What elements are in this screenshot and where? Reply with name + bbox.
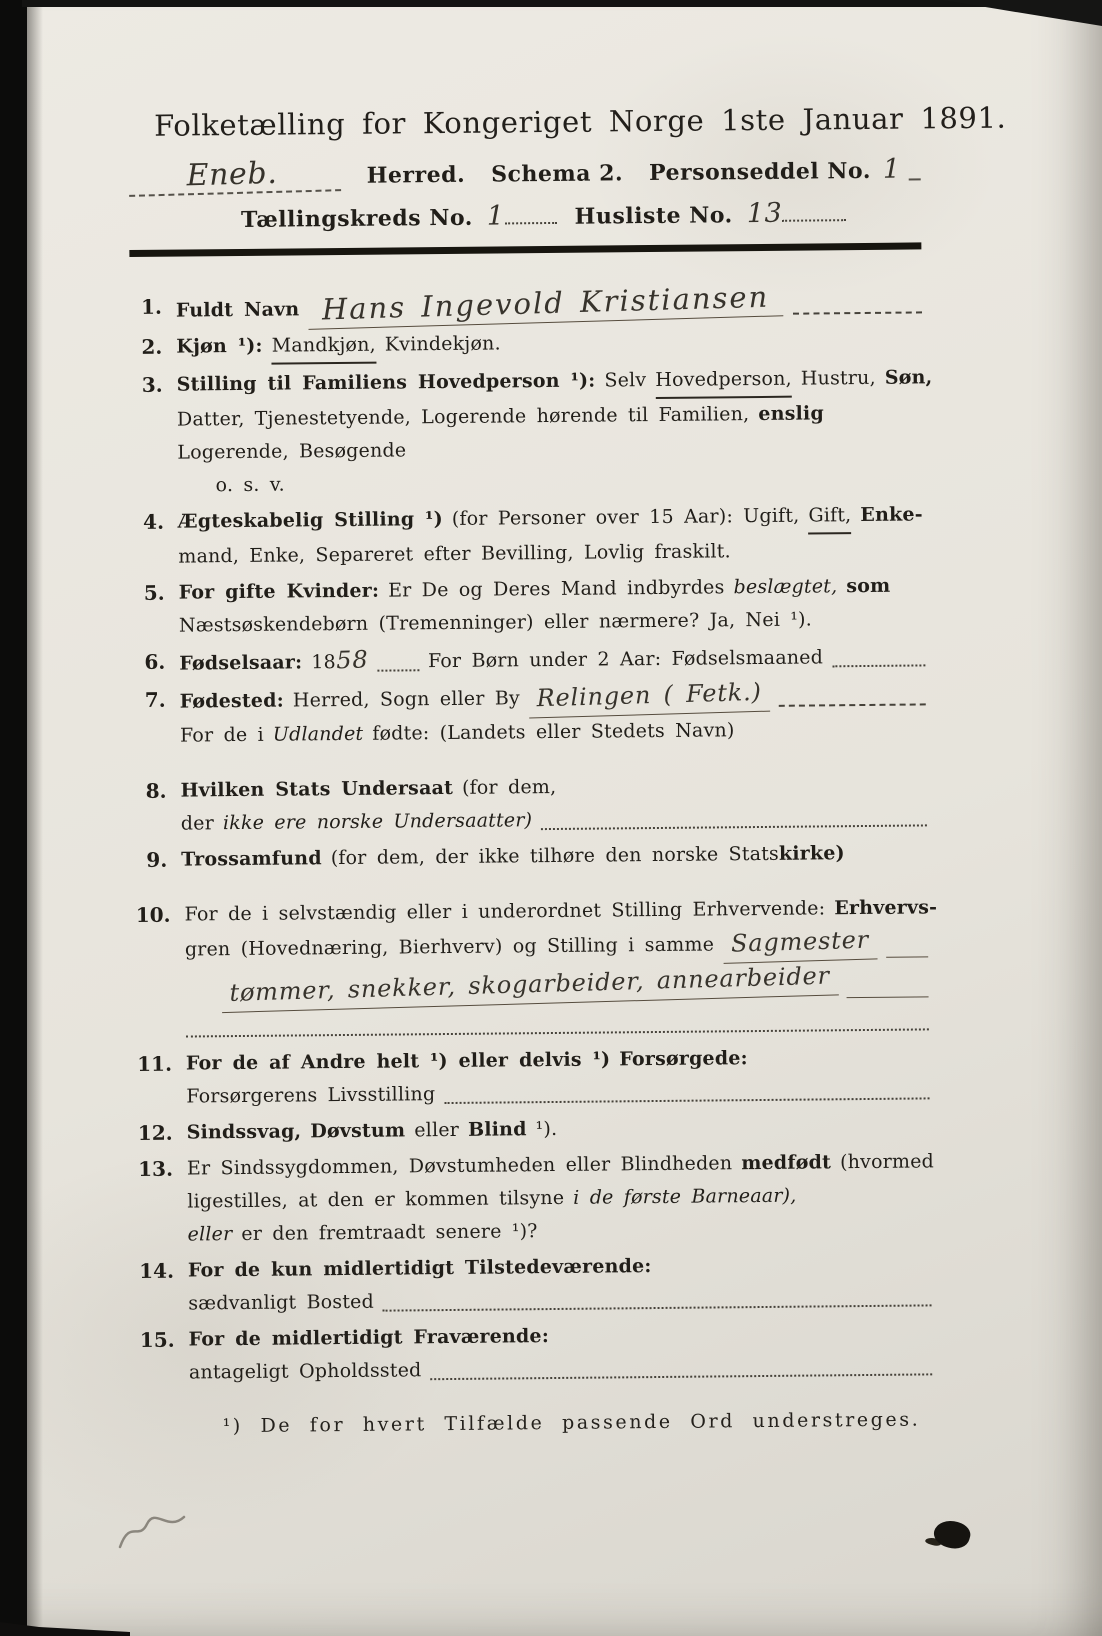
printed-text: (for dem, der ikke tilhøre den norske Stats xyxy=(330,842,780,870)
printed-text: Næstsøskendebørn (Tremenninger) eller nærmere? Ja, Nei ¹). xyxy=(178,608,813,637)
schema-label: Schema 2. xyxy=(491,160,624,188)
printed-text: mand, Enke, Separeret efter Bevilling, Lovlig fraskilt. xyxy=(178,540,731,568)
item-number: 5. xyxy=(143,580,165,605)
printed-text: (for dem, xyxy=(461,775,557,799)
printed-text: Blind xyxy=(467,1118,527,1141)
printed-text: Logerende, Besøgende xyxy=(177,439,407,464)
dotted-rule xyxy=(383,1304,932,1311)
herred-label: Herred. xyxy=(366,161,466,189)
printed-text: Er Sindssygdommen, Døvstumheden eller Blindheden xyxy=(186,1152,733,1180)
printed-text: For Børn under 2 Aar: Fødselsmaaned xyxy=(427,646,824,673)
dotted-rule xyxy=(377,669,419,671)
census-district-no-handwritten: 1 xyxy=(486,200,505,232)
printed-text: 18 xyxy=(311,651,336,674)
printed-text: Fuldt Navn xyxy=(175,298,300,322)
form-item-6 xyxy=(133,638,925,681)
item-number: 1. xyxy=(140,294,163,319)
form-line xyxy=(181,836,927,876)
printed-text: Gift, xyxy=(808,499,851,534)
ink-blot-mark xyxy=(931,1517,973,1553)
form-line xyxy=(178,533,924,573)
item-number: 15. xyxy=(139,1327,175,1352)
handwritten-entry: Relingen ( Fetk.) xyxy=(528,676,770,719)
form-title: Folketælling for Kongeriget Norge 1ste Januar 1891. xyxy=(154,100,1007,143)
printed-text: For de midlertidigt Fraværende: xyxy=(188,1325,550,1351)
printed-text: fødte: (Landets eller Stedets Navn) xyxy=(372,719,735,745)
ruled-line xyxy=(909,178,921,180)
form-line xyxy=(187,1211,930,1251)
district-name-handwritten: Eneb. xyxy=(128,154,341,197)
printed-text: beslægtet, xyxy=(733,575,838,599)
printed-text: Datter, Tjenestetyende, Logerende hørende til Familien, xyxy=(176,403,750,431)
form-line xyxy=(175,279,922,327)
printed-text: eller xyxy=(187,1223,233,1246)
form-item-10 xyxy=(135,891,938,1045)
printed-text: der xyxy=(180,812,215,835)
printed-text: For de kun midlertidigt Tilstedeværende: xyxy=(187,1255,652,1282)
form-item-2 xyxy=(130,323,922,366)
form-item-11 xyxy=(137,1040,930,1114)
scan-edge-top xyxy=(22,0,1102,7)
header-rule xyxy=(129,242,921,257)
form-line xyxy=(188,1280,931,1320)
printed-text: er den fremtraadt senere ¹)? xyxy=(241,1220,538,1246)
form-item-4 xyxy=(132,498,925,574)
form-line xyxy=(179,638,925,680)
printed-text: For de i selvstændig eller i underordnet Stilling Erhvervende: xyxy=(184,897,826,926)
handwritten-entry: Sagmester xyxy=(723,923,878,963)
printed-text: Hvilken Stats Undersaat xyxy=(180,776,454,802)
dotted-rule xyxy=(541,824,927,830)
printed-text: som xyxy=(846,574,891,598)
item-number: 7. xyxy=(144,687,166,712)
printed-text: kirke) xyxy=(778,842,845,865)
item-number: 10. xyxy=(135,902,171,928)
printed-text: ikke ere norske Undersaatter) xyxy=(222,809,533,835)
printed-text: Hustru, xyxy=(800,366,876,390)
form-numbers-row xyxy=(129,196,921,235)
printed-text: For de i xyxy=(179,723,264,747)
form-line xyxy=(185,961,929,1011)
printed-text: sædvanligt Bosted xyxy=(188,1290,375,1315)
form-item-5 xyxy=(133,569,926,643)
form-line xyxy=(186,1109,929,1149)
dotted-rule xyxy=(431,1373,933,1380)
form-item-13 xyxy=(138,1145,935,1252)
census-district-label: Tællingskreds No. xyxy=(240,204,473,233)
printed-text: Mandkjøn, xyxy=(272,329,376,365)
form-item-8 xyxy=(134,767,927,841)
form-line xyxy=(178,498,924,540)
item-number: 12. xyxy=(137,1120,173,1145)
item-number: 13. xyxy=(138,1156,174,1181)
printed-text: Kjøn ¹): xyxy=(176,334,263,358)
handwritten-entry: 58 xyxy=(335,645,369,675)
printed-text: gren (Hovednæring, Bierhverv) og Stilling i samme xyxy=(184,933,715,961)
printed-text: Forsørgerens Livsstilling xyxy=(186,1083,436,1108)
personseddel-label: Personseddel No. xyxy=(648,157,872,187)
printed-text: (hvormed xyxy=(839,1150,935,1174)
printed-text: ¹). xyxy=(535,1117,558,1141)
item-number: 9. xyxy=(146,847,168,872)
form-item-3 xyxy=(131,361,933,503)
printed-text: Søn, xyxy=(884,366,933,389)
printed-text: ligestilles, at den er kommen tilsyne xyxy=(187,1186,565,1213)
dotted-rule xyxy=(444,1097,929,1104)
item-number: 14. xyxy=(139,1258,175,1283)
printed-text: Fødested: xyxy=(179,689,284,713)
printed-text: Er De og Deres Mand indbyrdes xyxy=(388,576,725,602)
dashed-rule xyxy=(779,703,926,706)
printed-text: Forsørgede: xyxy=(619,1047,748,1071)
solid-rule xyxy=(886,924,928,957)
printed-text: Hovedperson, xyxy=(655,363,792,399)
printed-text: Kvindekjøn. xyxy=(384,332,501,356)
dashed-rule xyxy=(793,311,922,314)
form-line xyxy=(179,602,925,642)
handwritten-entry: Hans Ingevold Kristiansen xyxy=(308,280,784,330)
printed-text: eller xyxy=(414,1118,460,1142)
form-item-9 xyxy=(135,836,927,877)
dotted-rule xyxy=(782,219,846,222)
handwritten-entry: tømmer, snekker, skogarbeider, annearbeider xyxy=(221,959,838,1013)
form-line xyxy=(186,1073,929,1113)
printed-text: Sindssvag, xyxy=(186,1120,302,1144)
printed-text: For de af Andre helt ¹) eller delvis ¹) xyxy=(185,1048,611,1075)
form-line xyxy=(189,1349,932,1389)
item-number: 2. xyxy=(141,334,163,359)
item-number: 8. xyxy=(145,778,167,803)
printed-text: enslig xyxy=(758,402,824,426)
printed-text: (for Personer over 15 Aar): Ugift, xyxy=(451,504,800,530)
printed-text: Fødselsaar: xyxy=(179,651,303,675)
form-item-7 xyxy=(134,676,927,753)
form-line xyxy=(181,800,927,840)
form-items xyxy=(130,279,938,1390)
printed-text: Enke- xyxy=(860,503,923,527)
form-item-14 xyxy=(139,1247,932,1321)
form-item-15 xyxy=(140,1316,933,1390)
form-item-12 xyxy=(138,1109,930,1150)
printed-text: Ægteskabelig Stilling ¹) xyxy=(177,508,443,533)
printed-text: Stilling til Familiens Hovedperson ¹): xyxy=(176,369,596,396)
form-line xyxy=(176,323,922,365)
item-number: 4. xyxy=(142,509,165,534)
scan-corner-top-right xyxy=(942,0,1102,26)
form-item-1 xyxy=(130,279,922,328)
printed-text: antageligt Opholdssted xyxy=(188,1359,422,1384)
item-number: 3. xyxy=(141,372,163,397)
printed-text: For gifte Kvinder: xyxy=(178,579,380,604)
census-form xyxy=(128,100,1007,1438)
printed-text: Selv xyxy=(604,369,647,392)
printed-text: Døvstum xyxy=(310,1119,406,1143)
scan-edge-left-shadow xyxy=(27,0,43,1636)
item-number: 6. xyxy=(144,649,166,674)
printed-text: o. s. v. xyxy=(215,473,285,497)
personseddel-no-handwritten: 1 xyxy=(882,153,901,185)
form-subtitle-row xyxy=(128,150,920,195)
solid-rule xyxy=(847,964,929,998)
printed-text: medfødt xyxy=(741,1151,832,1175)
printed-text: Trossamfund xyxy=(181,847,322,871)
footnote: ¹) De for hvert Tilfælde passende Ord understreges. xyxy=(222,1408,921,1438)
printed-text: i de første Barneaar), xyxy=(573,1184,797,1209)
printed-text: Udlandet xyxy=(272,722,364,746)
dotted-rule xyxy=(832,664,925,667)
dotted-rule xyxy=(505,222,557,224)
pencil-scribble-mark xyxy=(116,1510,190,1556)
house-list-label: Husliste No. xyxy=(574,202,733,230)
form-line xyxy=(180,712,926,752)
dotted-rule xyxy=(186,1028,929,1037)
printed-text: Erhvervs- xyxy=(834,896,938,920)
item-number: 11. xyxy=(137,1051,173,1076)
house-list-no-handwritten: 13 xyxy=(746,197,783,230)
scan-edge-left xyxy=(0,0,27,1636)
printed-text: Herred, Sogn eller By xyxy=(292,687,520,712)
